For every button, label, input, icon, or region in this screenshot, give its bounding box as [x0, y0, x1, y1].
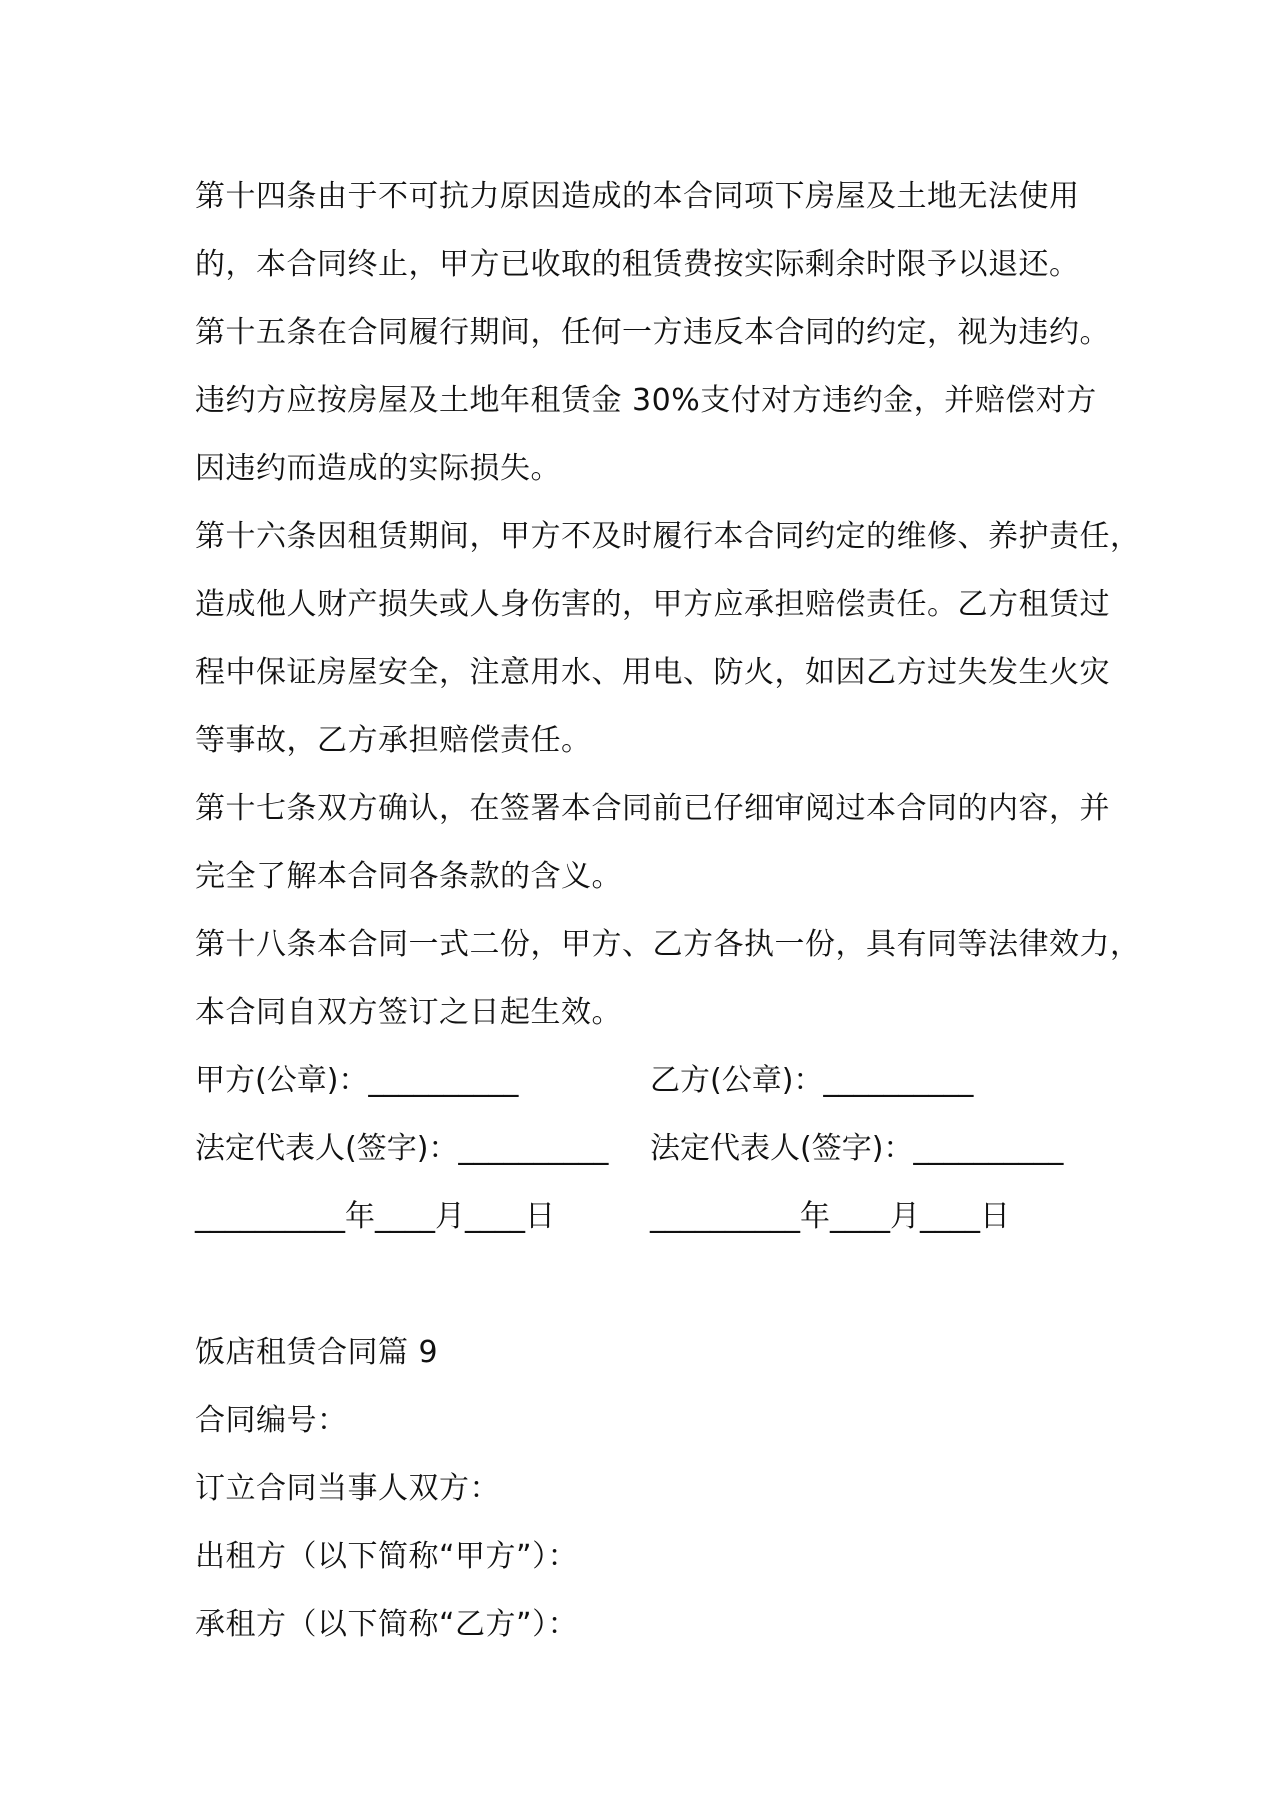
date-row [195, 1183, 1095, 1251]
article-14-line-1: 第十四条由于不可抗力原因造成的本合同项下房屋及土地无法使用 [195, 179, 1080, 214]
document-page [195, 163, 1141, 1659]
article-16-line-3: 程中保证房屋安全，注意用水、用电、防火，如因乙方过失发生火灾 [195, 655, 1110, 690]
article-17 [195, 775, 1110, 911]
party-a-representative-field: 法定代表人(签字)：__________ [195, 1131, 609, 1166]
article-16 [195, 503, 1141, 775]
article-17-line-1: 第十七条双方确认，在签署本合同前已仔细审阅过本合同的内容，并 [195, 791, 1110, 826]
contracting-parties-label: 订立合同当事人双方： [195, 1471, 500, 1506]
article-15 [195, 299, 1110, 503]
article-15-line-1: 第十五条在合同履行期间，任何一方违反本合同的约定，视为违约。 [195, 315, 1110, 350]
article-17-line-2: 完全了解本合同各条款的含义。 [195, 859, 622, 894]
article-18-line-2: 本合同自双方签订之日起生效。 [195, 995, 622, 1030]
contract-number-label: 合同编号： [195, 1403, 348, 1438]
article-16-line-1: 第十六条因租赁期间，甲方不及时履行本合同约定的维修、养护责任， [195, 519, 1141, 554]
party-a-date-field: __________年____月____日 [195, 1199, 555, 1234]
section-spacer [195, 1251, 1095, 1319]
party-b-seal-field: 乙方(公章)：__________ [650, 1063, 974, 1098]
article-18-line-1: 第十八条本合同一式二份，甲方、乙方各执一份，具有同等法律效力， [195, 927, 1141, 962]
party-b-date-field: __________年____月____日 [650, 1199, 1010, 1234]
article-16-line-4: 等事故，乙方承担赔偿责任。 [195, 723, 592, 758]
article-16-line-2: 造成他人财产损失或人身伤害的，甲方应承担赔偿责任。乙方租赁过 [195, 587, 1110, 622]
lessor-label: 出租方（以下简称“甲方”）： [195, 1539, 579, 1574]
section-title: 饭店租赁合同篇 9 [195, 1335, 439, 1370]
article-14-line-2: 的，本合同终止，甲方已收取的租赁费按实际剩余时限予以退还。 [195, 247, 1080, 282]
article-14 [195, 163, 1095, 299]
seal-row [195, 1047, 1095, 1115]
party-a-seal-field: 甲方(公章)：__________ [195, 1063, 519, 1098]
article-15-line-2: 违约方应按房屋及土地年租赁金 30%支付对方违约金，并赔偿对方 [195, 383, 1097, 418]
party-b-representative-field: 法定代表人(签字)：__________ [650, 1131, 1064, 1166]
representative-row [195, 1115, 1095, 1183]
signature-block [195, 1047, 1095, 1251]
next-contract-section [195, 1319, 1095, 1659]
article-15-line-3: 因违约而造成的实际损失。 [195, 451, 561, 486]
article-18 [195, 911, 1141, 1047]
lessee-label: 承租方（以下简称“乙方”）： [195, 1607, 579, 1642]
